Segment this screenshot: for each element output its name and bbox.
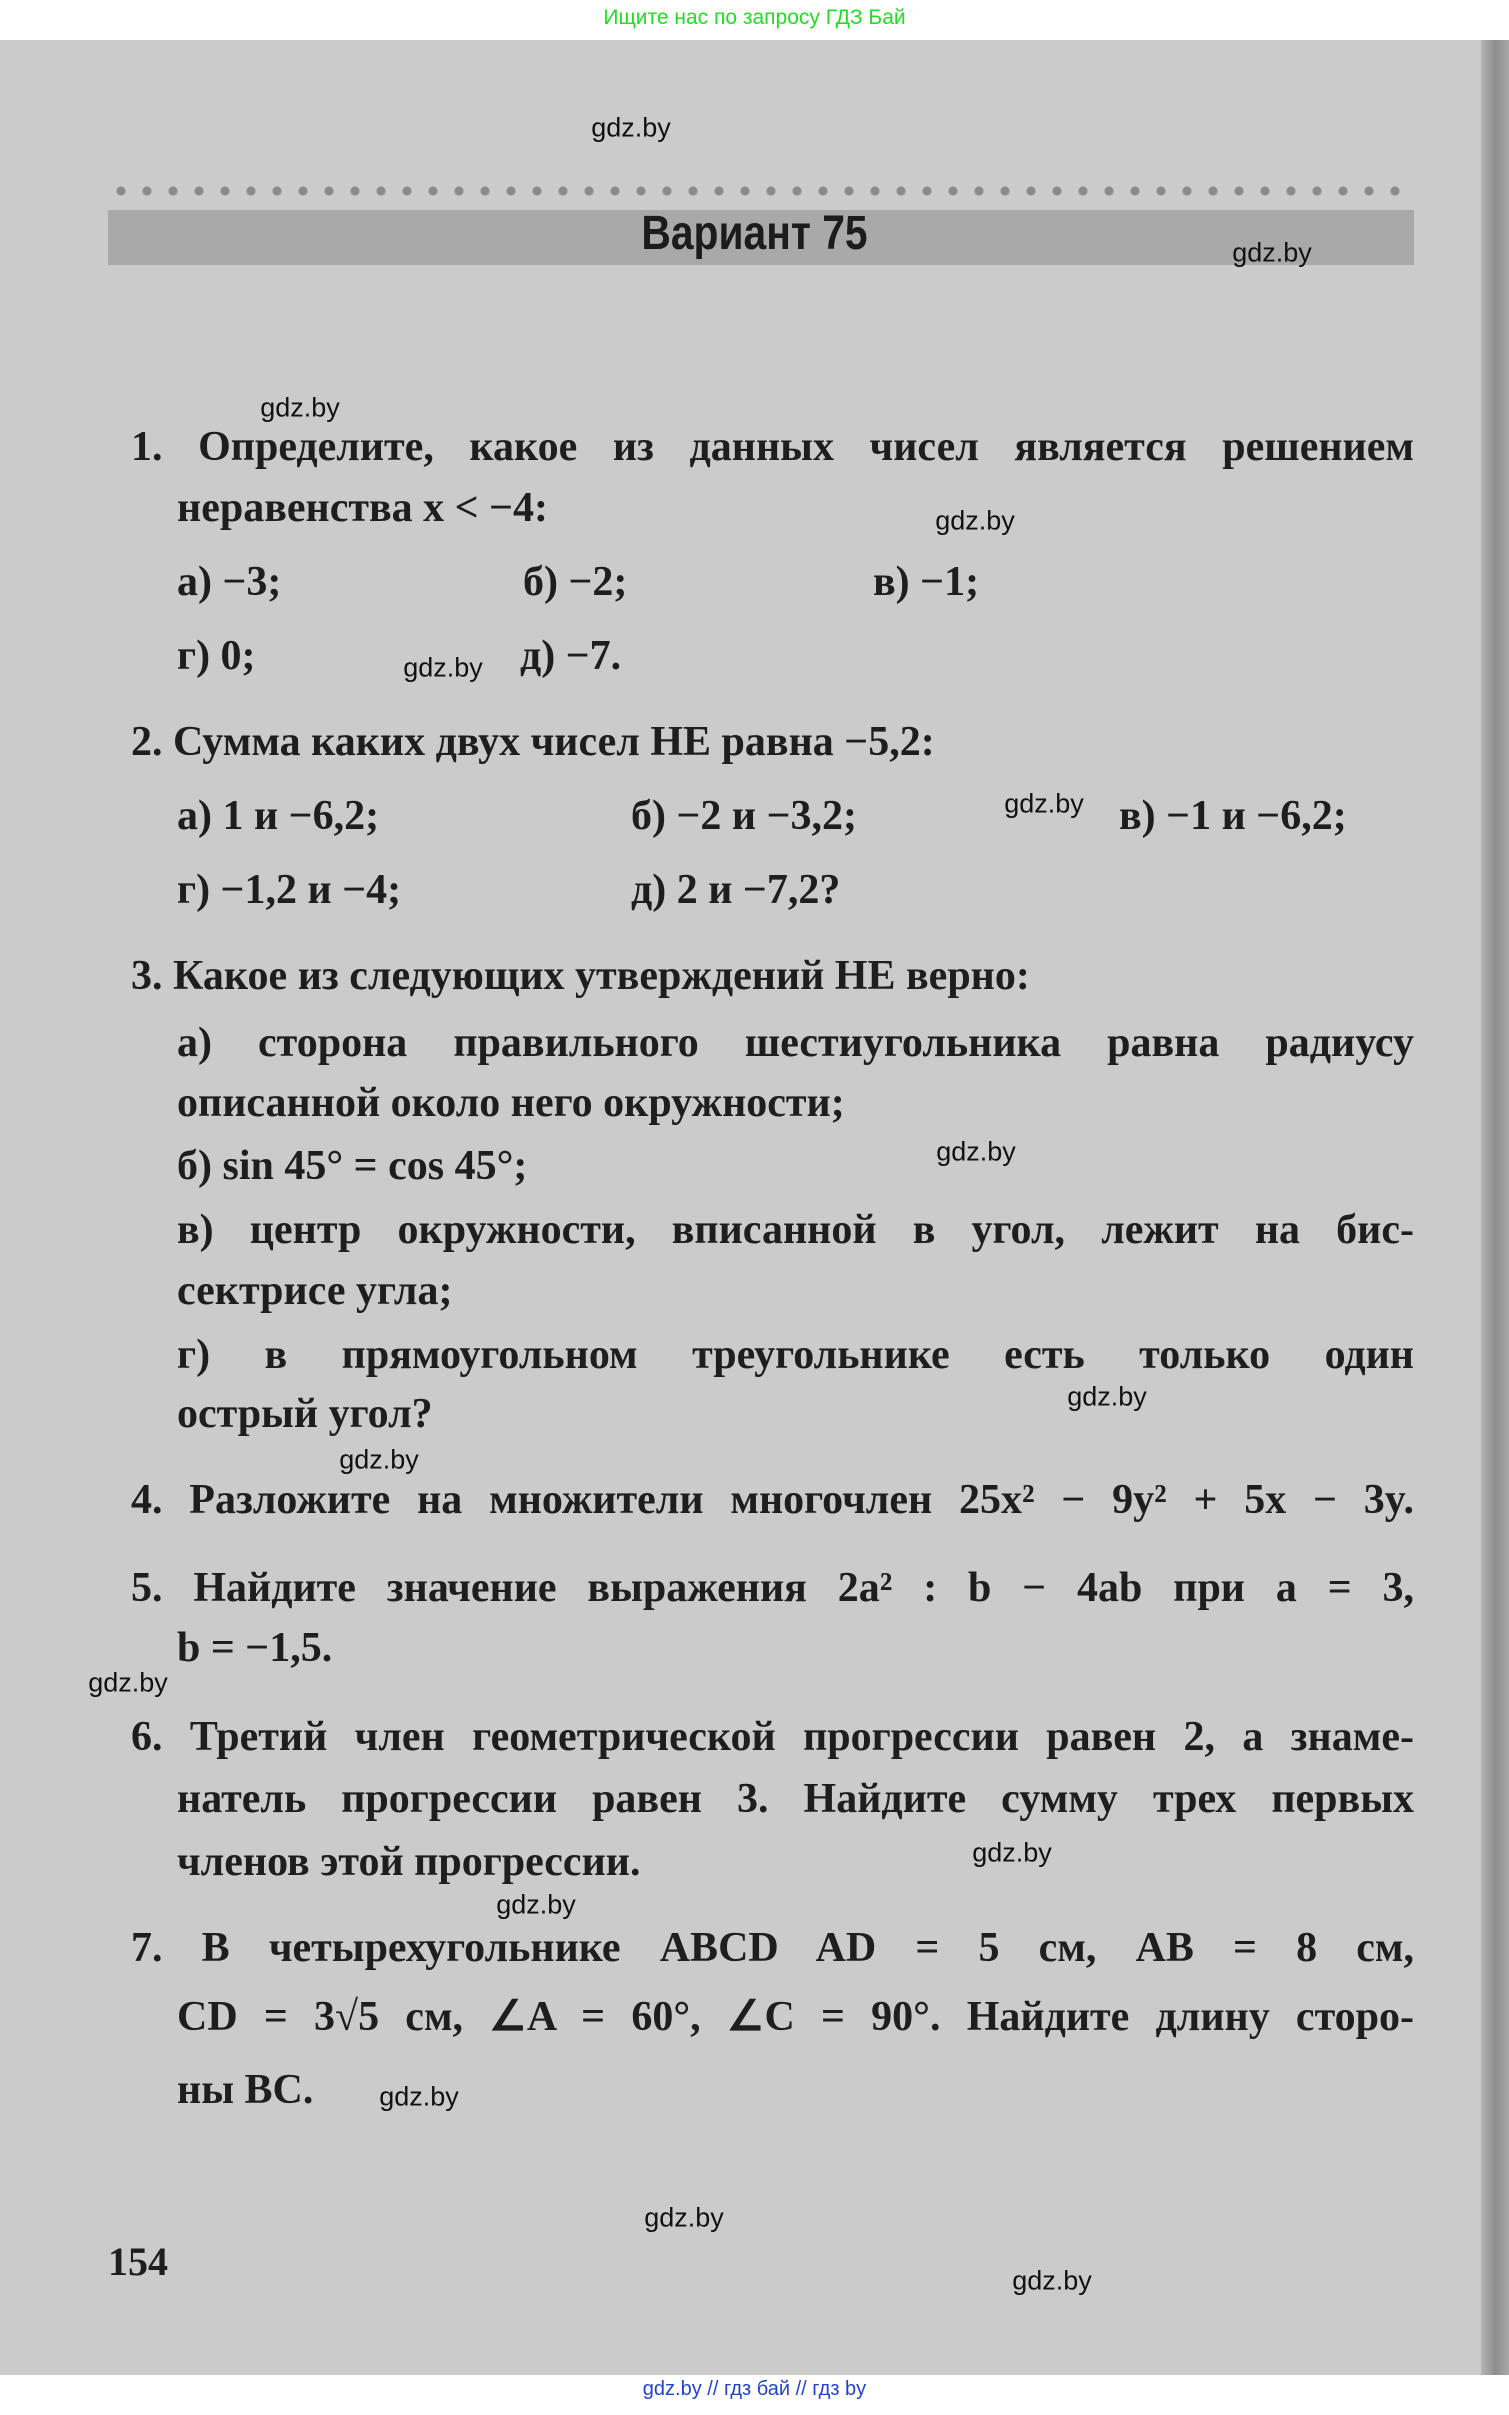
question-3-text: 3. Какое из следующих утверждений НЕ верно: [131,953,1030,999]
q2-option-b: б) −2 и −3,2; [631,793,858,839]
question-6-text-cont: натель прогрессии равен 3. Найдите сумму трех первых [177,1776,1414,1822]
q1-option-b: б) −2; [523,559,628,605]
watermark: gdz.by [379,2081,459,2112]
q3-option-a-cont: описанной около него окружности; [177,1080,845,1126]
question-7-text-end: ны BC. [177,2067,314,2113]
watermark: gdz.by [936,1136,1016,1167]
top-banner: Ищите нас по запросу ГДЗ Бай [603,6,906,29]
q1-option-v: в) −1; [873,559,980,605]
q2-option-a: а) 1 и −6,2; [177,793,380,839]
q3-option-v-cont: сектрисе угла; [177,1268,453,1314]
q3-option-v: в) центр окружности, вписанной в угол, лежит на бис- [177,1207,1414,1253]
watermark: gdz.by [1067,1381,1147,1412]
q1-option-g: г) 0; [177,633,256,679]
q2-option-v: в) −1 и −6,2; [1119,793,1347,839]
question-6-text: 6. Третий член геометрической прогрессии равен 2, а знаме- [131,1714,1414,1760]
question-5-text: 5. Найдите значение выражения 2a² : b − 4ab при a = 3, [131,1565,1414,1611]
watermark: gdz.by [403,652,483,683]
q2-option-d: д) 2 и −7,2? [631,867,841,913]
question-4-text: 4. Разложите на множители многочлен 25x² − 9y² + 5x − 3y. [131,1477,1414,1523]
q2-option-g: г) −1,2 и −4; [177,867,402,913]
page-title: Вариант 75 [641,207,868,260]
page-spine [1481,40,1509,2375]
watermark: gdz.by [260,392,340,423]
question-7-text: 7. В четырехугольнике ABCD AD = 5 см, AB = 8 см, [131,1925,1414,1971]
q3-option-b: б) sin 45° = cos 45°; [177,1143,528,1189]
dotted-divider [108,184,1414,198]
question-5-text-cont: b = −1,5. [177,1625,333,1671]
watermark: gdz.by [1004,788,1084,819]
page-number: 154 [108,2239,168,2284]
watermark: gdz.by [1012,2265,1092,2296]
watermark: gdz.by [972,1837,1052,1868]
q3-option-g: г) в прямоугольном треугольнике есть только один [177,1332,1414,1378]
watermark: gdz.by [496,1889,576,1920]
footer-links[interactable]: gdz.by // гдз бай // гдз by [642,2378,867,2400]
watermark: gdz.by [935,505,1015,536]
question-7-text-cont: CD = 3√5 см, ∠A = 60°, ∠C = 90°. Найдите длину сторо- [177,1994,1414,2040]
watermark: gdz.by [88,1667,168,1698]
watermark: gdz.by [591,112,671,143]
q3-option-g-cont: острый угол? [177,1391,433,1437]
watermark: gdz.by [1232,237,1312,268]
q1-option-a: а) −3; [177,559,282,605]
question-6-text-end: членов этой прогрессии. [177,1839,641,1885]
question-1-text: 1. Определите, какое из данных чисел является решением [131,424,1414,470]
watermark: gdz.by [339,1444,419,1475]
q1-option-d: д) −7. [520,633,622,679]
question-1-text-cont: неравенства x < −4: [177,485,549,531]
question-2-text: 2. Сумма каких двух чисел НЕ равна −5,2: [131,719,935,765]
q3-option-a: а) сторона правильного шестиугольника равна радиусу [177,1020,1414,1066]
watermark: gdz.by [644,2202,724,2233]
